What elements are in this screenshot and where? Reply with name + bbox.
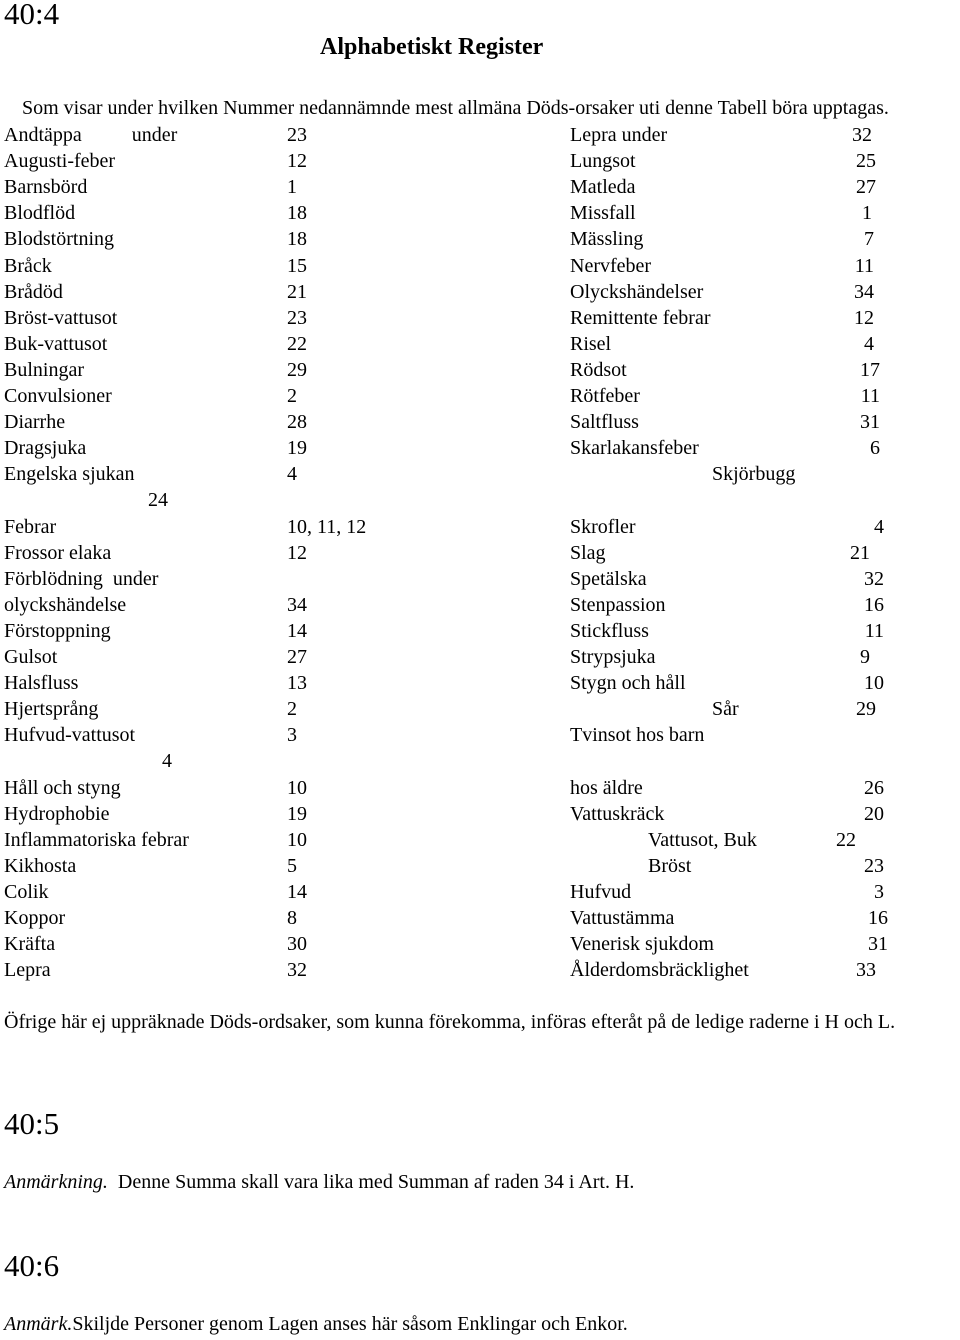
left-cause-name: Kikhosta [4,854,77,877]
left-cause-number: 19 [287,802,307,825]
register-row [0,594,960,620]
right-cause-number: 6 [870,437,880,460]
left-cause-name: Hufvud-vattusot [4,724,136,747]
remark-text: Skiljde Personer genom Lagen anses här såsom Enklingar och Enkor. [72,1313,628,1335]
left-cause-name: Andtäppa under [4,124,178,146]
right-cause-number: 7 [864,228,874,251]
right-cause-name: Matleda [570,176,636,199]
right-cause-number: 32 [852,124,872,146]
left-cause-name: Förblödning under [4,567,159,590]
register-row [0,255,960,281]
right-cause-number: 11 [860,385,880,407]
remark-40-5 [4,1171,634,1194]
left-cause-number: 23 [287,124,307,146]
register-row [0,646,960,672]
left-cause-number: 34 [287,593,307,616]
right-cause-number: 3 [874,880,884,903]
left-cause-number: 21 [287,280,307,303]
left-cause-name: Bråck [4,254,52,277]
left-cause-number: 18 [287,228,307,251]
right-cause-name: Vattuskräck [570,802,665,825]
right-cause-name: Strypsjuka [570,646,656,668]
remark-text: Denne Summa skall vara lika med Summan af raden 34 i Art. H. [107,1171,635,1193]
left-cause-number: 12 [287,541,307,564]
register-row [0,463,960,489]
right-cause-name: Spetälska [570,567,647,590]
left-cause-number: 4 [287,463,297,486]
right-cause-name: Rötfeber [570,385,640,407]
right-cause-name: Venerisk sjukdom [570,933,714,956]
register-row [0,881,960,907]
register-row [0,516,960,542]
register-row [0,124,960,150]
register-row [0,855,960,881]
register-row [0,437,960,463]
left-cause-name: Barnsbörd [4,176,88,199]
remark-label: Anmärk. [4,1313,73,1335]
right-cause-number: 1 [862,202,872,225]
right-cause-name: Skrofler [570,515,636,538]
left-cause-name: Buk-vattusot [4,332,108,355]
right-cause-number: 10 [864,672,884,695]
register-row [0,672,960,698]
left-cause-number: 10 [287,828,307,851]
right-cause-name: Sår [712,698,739,721]
right-cause-number: 9 [860,646,870,668]
register-row [0,307,960,333]
left-cause-number: 14 [287,619,307,642]
left-cause-name: 24 [148,489,168,512]
left-cause-number: 18 [287,202,307,225]
left-cause-name: Halsfluss [4,672,79,695]
right-cause-name: Ålderdomsbräcklighet [570,959,749,982]
register-row [0,777,960,803]
left-cause-number: 5 [287,854,297,877]
left-cause-number: 30 [287,933,307,956]
left-cause-number: 22 [287,332,307,355]
left-cause-name: Convulsioner [4,385,112,407]
register-row [0,385,960,411]
register-row [0,281,960,307]
left-cause-name: Augusti-feber [4,150,116,173]
right-cause-number: 31 [860,411,880,434]
right-cause-number: 16 [864,593,884,616]
right-cause-name: Skarlakansfeber [570,437,699,460]
register-row [0,829,960,855]
right-cause-number: 31 [868,933,888,956]
left-cause-name: Inflammatoriska febrar [4,828,189,851]
register-row [0,228,960,254]
right-cause-number: 33 [856,959,876,982]
right-cause-name: Olyckshändelser [570,280,704,303]
left-cause-name: Förstoppning [4,619,111,642]
left-cause-name: Colik [4,880,49,903]
register-row [0,698,960,724]
left-cause-number: 10 [287,776,307,799]
left-cause-name: Bröst-vattusot [4,306,118,329]
right-cause-number: 32 [864,567,884,590]
left-cause-name: Engelska sjukan [4,463,135,486]
right-cause-number: 17 [860,358,880,381]
left-cause-name: Bulningar [4,358,84,381]
right-cause-number: 22 [836,828,856,851]
left-cause-number: 13 [287,672,307,695]
left-cause-name: Brådöd [4,280,63,303]
right-cause-name: Slag [570,541,606,564]
right-cause-name: Saltfluss [570,411,639,434]
register-footer-note: Öfrige här ej uppräknade Döds-ordsaker, som kunna förekomma, införas efteråt på de ledige raderne i H och L. [4,1011,896,1033]
register-row [0,176,960,202]
register-intro: Som visar under hvilken Nummer nedannämnde mest allmäna Döds-orsaker uti denne Tabell böra upptagas. [22,97,889,119]
right-cause-number: 25 [856,150,876,173]
right-cause-number: 26 [864,776,884,799]
right-cause-name: Stickfluss [570,619,649,642]
right-cause-name: Mässling [570,228,644,251]
register-row [0,150,960,176]
left-cause-name: Lepra [4,959,51,982]
left-cause-number: 12 [287,150,307,173]
right-cause-number: 21 [850,541,870,564]
left-cause-number: 3 [287,724,297,747]
right-cause-name: Lungsot [570,150,636,173]
left-cause-name: Kräfta [4,933,56,956]
left-cause-number: 29 [287,358,307,381]
right-cause-number: 29 [856,698,876,721]
left-cause-number: 2 [287,698,297,721]
right-cause-number: 11 [864,619,884,642]
register-row [0,803,960,829]
left-cause-name: Febrar [4,515,57,538]
left-cause-name: Blodstörtning [4,228,115,251]
remark-40-6 [4,1313,628,1336]
register-row [0,568,960,594]
right-cause-number: 12 [854,306,874,329]
left-cause-name: Diarrhe [4,411,66,434]
left-cause-number: 27 [287,646,307,668]
right-cause-name: Stygn och håll [570,672,686,695]
right-cause-number: 20 [864,802,884,825]
right-cause-name: Hufvud [570,880,632,903]
register-row [0,489,960,515]
right-cause-name: Rödsot [570,358,627,381]
left-cause-number: 2 [287,385,297,407]
register-row [0,724,960,750]
right-cause-number: 16 [868,907,888,929]
left-cause-number: 23 [287,306,307,329]
section-heading-40-4: 40:4 [4,0,60,31]
register-row [0,933,960,959]
left-cause-name: olyckshändelse [4,593,127,616]
left-cause-name: Håll och styng [4,776,121,799]
register-row [0,333,960,359]
left-cause-name: Koppor [4,907,66,929]
right-cause-name: Bröst [648,854,692,877]
register-row [0,750,960,776]
left-cause-name: Blodflöd [4,202,76,225]
left-cause-number: 32 [287,959,307,982]
register-row [0,359,960,385]
left-cause-name: Hjertsprång [4,698,99,721]
register-row [0,620,960,646]
register-row [0,202,960,228]
right-cause-number: 23 [864,854,884,877]
left-cause-number: 15 [287,254,307,277]
register-row [0,959,960,985]
right-cause-name: hos äldre [570,776,643,799]
register-row [0,907,960,933]
right-cause-name: Vattusot, Buk [648,828,757,851]
right-cause-name: Skjörbugg [712,463,796,486]
register-row [0,542,960,568]
left-cause-number: 10, 11, 12 [287,515,367,538]
left-cause-name: Dragsjuka [4,437,87,460]
remark-label: Anmärkning. [4,1171,108,1193]
left-cause-number: 14 [287,880,307,903]
section-heading-40-6: 40:6 [4,1248,60,1283]
left-cause-name: Gulsot [4,646,58,668]
left-cause-number: 1 [287,176,297,199]
left-cause-name: 4 [162,750,172,773]
left-cause-number: 19 [287,437,307,460]
section-heading-40-5: 40:5 [4,1106,60,1141]
right-cause-name: Nervfeber [570,254,652,277]
left-cause-number: 8 [287,907,297,929]
right-cause-number: 11 [854,254,874,277]
register-row [0,411,960,437]
right-cause-name: Stenpassion [570,593,666,616]
right-cause-name: Tvinsot hos barn [570,724,705,747]
left-cause-number: 28 [287,411,307,434]
register-title: Alphabetiskt Register [320,34,544,60]
right-cause-name: Missfall [570,202,636,225]
right-cause-number: 27 [856,176,876,199]
right-cause-name: Risel [570,332,612,355]
left-cause-name: Frossor elaka [4,541,112,564]
right-cause-name: Remittente febrar [570,306,711,329]
right-cause-number: 34 [854,280,874,303]
left-cause-name: Hydrophobie [4,802,110,825]
right-cause-number: 4 [864,332,874,355]
right-cause-name: Vattustämma [570,907,675,929]
right-cause-name: Lepra under [570,124,668,146]
right-cause-number: 4 [874,515,884,538]
